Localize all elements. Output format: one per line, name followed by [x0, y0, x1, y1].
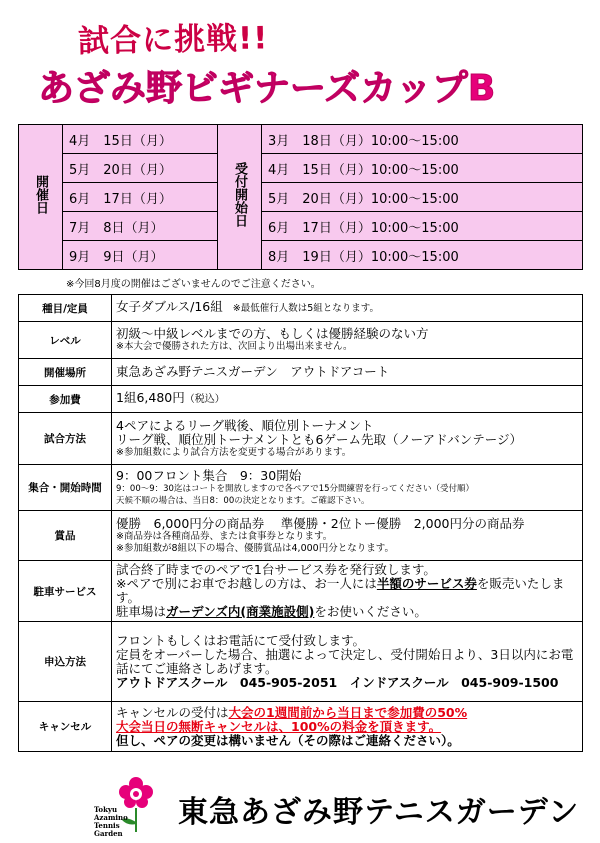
cancel-line2: 大会当日の無断キャンセルは、100%の料金を頂きます。: [116, 718, 442, 734]
cancel-label: キャンセル: [19, 702, 112, 752]
row-venue: [19, 359, 583, 386]
level-value: 初級～中級レベルまでの方、もしくは優勝経験のない方: [116, 326, 429, 341]
row-apply: [19, 622, 583, 702]
page-title: あざみ野ビギナーズカップB: [38, 68, 496, 109]
parking-line3c: をお使いください。: [314, 604, 427, 619]
parking-line2: [116, 577, 578, 605]
held-date: 9月 9日（月）: [63, 241, 218, 270]
fee-value: 1組6,480円: [116, 390, 185, 405]
row-format: [19, 413, 583, 465]
start-note2: 天候不順の場合は、当日8：00の決定となります。ご確認下さい。: [116, 495, 370, 506]
held-date: 7月 8日（月）: [63, 212, 218, 241]
parking-line2a: ※ペアで別にお車でお越しの方は、お一人には: [116, 576, 377, 591]
venue-label: 開催場所: [19, 359, 112, 386]
row-level: [19, 322, 583, 359]
reception-date: 8月 19日（月）10:00～15:00: [262, 241, 583, 270]
venue-value: 東急あざみ野テニスガーデン アウトドアコート: [112, 359, 583, 386]
subtitle: 試合に挑戦!!: [77, 20, 269, 60]
format-cell: [112, 413, 583, 465]
prize-cell: [112, 511, 583, 561]
row-fee: [19, 386, 583, 413]
apply-label: 申込方法: [19, 622, 112, 702]
start-label: 集合・開始時間: [19, 465, 112, 511]
reception-date: 3月 18日（月）10:00～15:00: [262, 125, 583, 154]
cancel-cell: [112, 702, 583, 752]
row-category: [19, 295, 583, 322]
prize-label: 賞品: [19, 511, 112, 561]
parking-line3: [116, 605, 578, 619]
schedule-note: ※今回8月度の開催はございませんのでご注意ください。: [66, 279, 321, 290]
row-start: [19, 465, 583, 511]
parking-line1: 試合終了時までのペアで1台サービス券を発行致します。: [116, 562, 436, 577]
cancel-line1a: キャンセルの受付は: [116, 704, 229, 720]
start-note1: 9：00～9：30迄はコートを開放しますので各ペアで15分間練習を行ってください（受付順）: [116, 483, 475, 494]
reception-label: [218, 125, 262, 270]
level-label: レベル: [19, 322, 112, 359]
apply-cell: [112, 622, 583, 702]
reception-date: 6月 17日（月）10:00～15:00: [262, 212, 583, 241]
category-value: 女子ダブルス/16組: [116, 299, 223, 314]
apply-line3: アウトドアスクール 045-905-2051 インドアスクール 045-909-1500: [116, 674, 559, 690]
held-label-text: 開催日: [33, 174, 48, 214]
apply-line1: フロントもしくはお電話にて受付致します。: [116, 632, 366, 648]
reception-date: 5月 20日（月）10:00～15:00: [262, 183, 583, 212]
parking-garden: ガーデンズ内(商業施設側): [166, 604, 315, 619]
fee-label: 参加費: [19, 386, 112, 413]
schedule-table: [18, 124, 583, 270]
parking-line3a: 駐車場は: [116, 604, 167, 619]
prize-note2: ※参加組数が8組以下の場合、優勝賞品は4,000円分となります。: [116, 542, 394, 554]
logo-line: Garden: [94, 829, 123, 838]
prize-value: 優勝 6,000円分の商品券 準優勝・2位トー優勝 2,000円分の商品券: [116, 515, 525, 531]
reception-date: 4月 15日（月）10:00～15:00: [262, 154, 583, 183]
format-note: ※参加組数により試合方法を変更する場合があります。: [116, 446, 352, 458]
cancel-line1: [116, 706, 578, 720]
logo-line: Tokyu: [94, 805, 118, 814]
fee-note: （税込）: [184, 394, 225, 405]
start-value: 9：00フロント集合 9：30開始: [116, 467, 302, 483]
cancel-line3: 但し、ペアの変更は構いません（その際はご連絡ください）。: [116, 732, 460, 748]
held-label: [19, 125, 63, 270]
logo-line: Azamino: [94, 813, 128, 822]
info-table: [18, 294, 583, 752]
row-cancel: [19, 702, 583, 752]
format-label: 試合方法: [19, 413, 112, 465]
category-label: 種目/定員: [19, 295, 112, 322]
parking-half-price: 半額のサービス券: [376, 576, 477, 591]
logo-line: Tennis: [94, 821, 120, 830]
footer-name: 東急あざみ野テニスガーデン: [178, 795, 580, 830]
start-cell: [112, 465, 583, 511]
row-parking: [19, 561, 583, 622]
parking-label: 駐車サービス: [19, 561, 112, 622]
format-line1: 4ペアによるリーグ戦後、順位別トーナメント: [116, 417, 374, 433]
level-note: ※本大会で優勝された方は、次回より出場出来ません。: [116, 341, 353, 352]
parking-cell: [112, 561, 583, 622]
category-cell: [112, 295, 583, 322]
reception-label-text: 受付開始日: [232, 161, 247, 227]
level-cell: [112, 322, 583, 359]
held-date: 5月 20日（月）: [63, 154, 218, 183]
category-note: ※最低催行人数は5組となります。: [232, 303, 379, 314]
fee-cell: [112, 386, 583, 413]
format-line2: リーグ戦、順位別トーナメントとも6ゲーム先取（ノーアドバンテージ）: [116, 431, 522, 447]
apply-line2: 定員をオーバーした場合、抽選によって決定し、受付開始日より、3日以内にお電話にてご連絡さしあげます。: [116, 646, 574, 676]
logo-text: [94, 806, 128, 838]
held-date: 4月 15日（月）: [63, 125, 218, 154]
parking-line2c: を販売いたします。: [116, 576, 565, 605]
held-date: 6月 17日（月）: [63, 183, 218, 212]
cancel-policy-50: 大会の1週間前から当日まで参加費の50%: [228, 704, 468, 720]
prize-note1: ※商品券は各種商品券、または食事券となります。: [116, 530, 333, 542]
row-prize: [19, 511, 583, 561]
